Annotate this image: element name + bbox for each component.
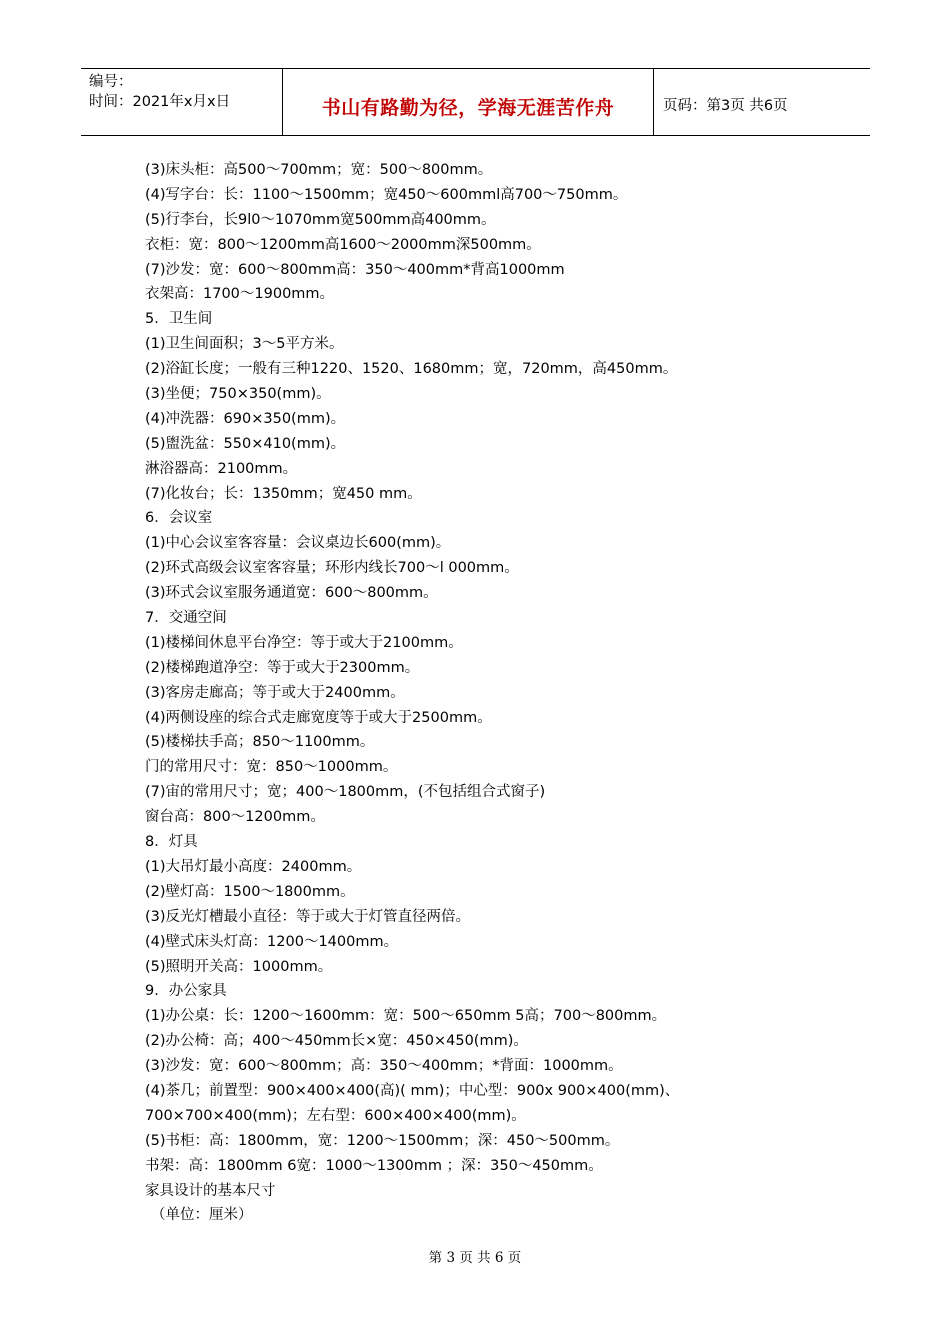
header-meta <box>89 72 230 112</box>
text-line: 衣柜：宽：800～1200mm高1600～2000mm深500mm。 <box>145 236 541 253</box>
text-line: (2)浴缸长度；一般有三种1220、1520、1680mm；宽，720mm，高450mm。 <box>145 361 678 378</box>
text-line: (3)环式会议室服务通道宽：600～800mm。 <box>145 585 438 602</box>
text-line: 淋浴器高：2100mm。 <box>145 460 298 477</box>
text-line: (7)沙发：宽：600～800mm高：350～400mm*背高1000mm <box>145 261 565 278</box>
text-line: (7)化妆台；长：1350mm；宽450 mm。 <box>145 485 422 502</box>
page-header <box>81 68 870 136</box>
text-line: (1)大吊灯最小高度：2400mm。 <box>145 858 362 875</box>
text-line: (5)书柜：高：1800mm，宽：1200～1500mm；深：450～500mm。 <box>145 1132 620 1149</box>
text-line: 衣架高：1700～1900mm。 <box>145 286 335 303</box>
text-line: (2)办公椅：高；400～450mm长×宽：450×450(mm)。 <box>145 1033 528 1050</box>
header-page-info: 页码：第3页 共6页 <box>663 98 788 114</box>
header-motto: 书山有路勤为径，学海无涯苦作舟 <box>321 97 615 119</box>
text-line: 7．交通空间 <box>145 610 227 627</box>
text-line: 5．卫生间 <box>145 311 213 328</box>
text-line: (5)行李台，长9l0～1070mm宽500mm高400mm。 <box>145 211 496 228</box>
text-line: 6．会议室 <box>145 510 213 527</box>
text-line: 窗台高：800～1200mm。 <box>145 809 325 826</box>
text-line: (5)照明开关高：1000mm。 <box>145 958 333 975</box>
text-line: (1)中心会议室客容量：会议桌边长600(mm)。 <box>145 535 451 552</box>
text-line: 700×700×400(mm)；左右型：600×400×400(mm)。 <box>145 1107 526 1124</box>
text-line: (4)壁式床头灯高：1200～1400mm。 <box>145 933 399 950</box>
header-divider <box>653 69 654 135</box>
page-footer: 第 3 页 共 6 页 <box>428 1250 522 1266</box>
text-line: （单位：厘米） <box>151 1207 253 1224</box>
text-line: (3)客房走廊高；等于或大于2400mm。 <box>145 684 405 701</box>
number-label: 编号： <box>89 74 133 90</box>
text-line: (1)卫生间面积；3～5平方米。 <box>145 336 344 353</box>
text-line: (2)楼梯跑道净空：等于或大于2300mm。 <box>145 659 420 676</box>
text-line: (2)壁灯高：1500～1800mm。 <box>145 883 355 900</box>
text-line: 家具设计的基本尺寸 <box>145 1182 276 1199</box>
text-line: (3)坐便；750×350(mm)。 <box>145 386 331 403</box>
text-line: (1)楼梯间休息平台净空：等于或大于2100mm。 <box>145 634 463 651</box>
text-line: (1)办公桌：长：1200～1600mm：宽：500～650mm 5高；700～800mm。 <box>145 1008 667 1025</box>
text-line: (7)宙的常用尺寸；宽；400～1800mm，(不包括组合式窗子) <box>145 784 546 801</box>
text-line: (3)反光灯槽最小直径：等于或大于灯管直径两倍。 <box>145 908 471 925</box>
text-line: (3)床头柜：高500～700mm；宽：500～800mm。 <box>145 162 493 178</box>
text-line: (2)环式高级会议室客容量；环形内线长700～l 000mm。 <box>145 560 519 577</box>
text-line: 9．办公家具 <box>145 983 227 1000</box>
text-line: (4)茶几；前置型：900×400×400(高)( mm)；中心型：900x 900×400(mm)、 <box>145 1082 680 1099</box>
document-body <box>145 158 845 1228</box>
text-line: (4)冲洗器：690×350(mm)。 <box>145 410 346 427</box>
text-line: (5)盥洗盆：550×410(mm)。 <box>145 435 346 452</box>
date-label: 时间：2021年x月x日 <box>89 94 231 110</box>
text-line: (3)沙发：宽：600～800mm；高：350～400mm；*背面：1000mm。 <box>145 1058 623 1075</box>
text-line: (4)写字台：长：1100～1500mm；宽450～600mml高700～750mm。 <box>145 186 628 203</box>
text-line: 8．灯具 <box>145 834 198 851</box>
text-line: 门的常用尺寸：宽：850～1000mm。 <box>145 759 398 776</box>
text-line: (5)楼梯扶手高；850～1100mm。 <box>145 734 375 751</box>
text-line: (4)两侧设座的综合式走廊宽度等于或大于2500mm。 <box>145 709 492 726</box>
text-line: 书架：高：1800mm 6宽：1000～1300mm ；深：350～450mm。 <box>145 1157 603 1174</box>
